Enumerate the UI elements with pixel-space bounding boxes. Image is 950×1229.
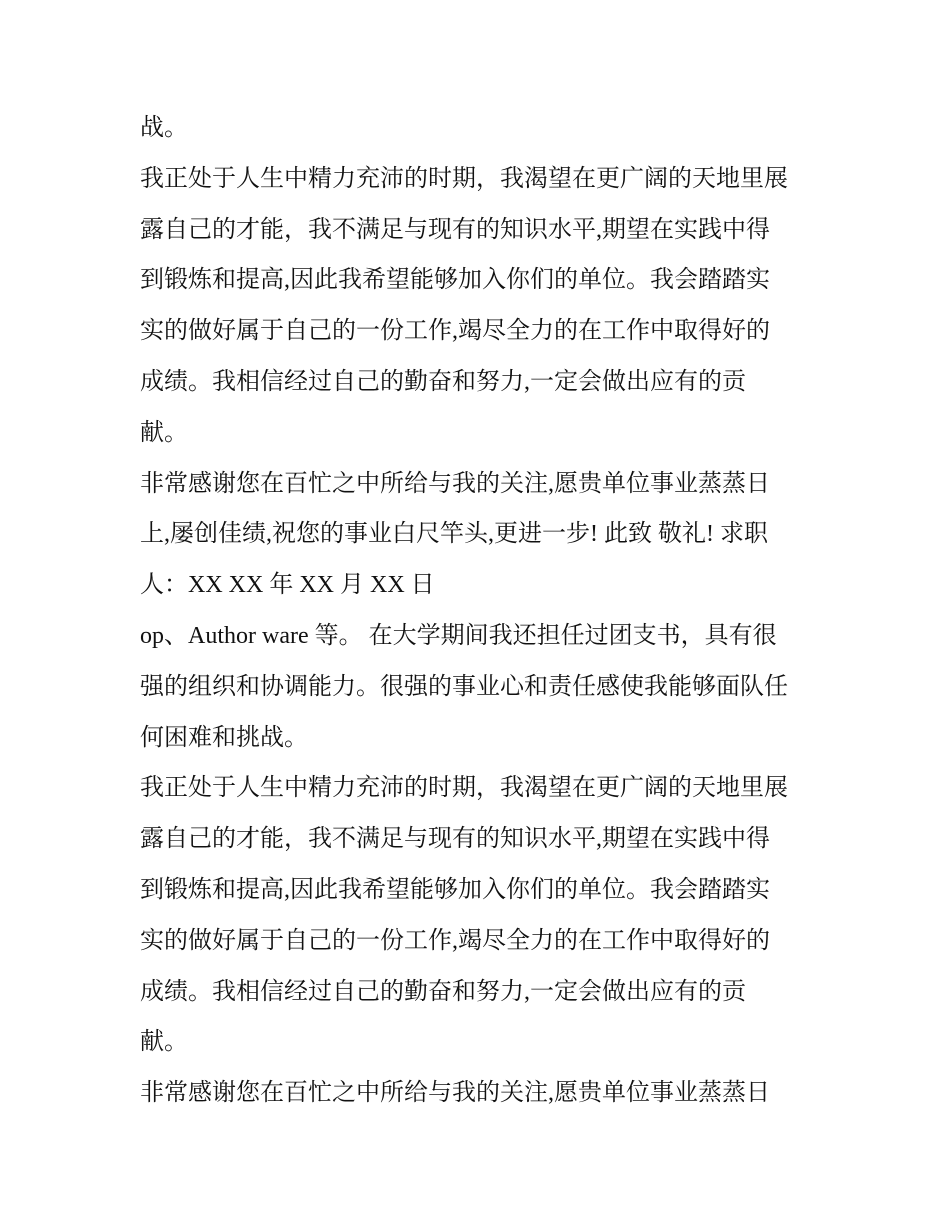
- text-line: 实的做好属于自己的一份工作,竭尽全力的在工作中取得好的: [140, 927, 770, 954]
- text-line: 露自己的才能，我不满足与现有的知识水平,期望在实践中得: [140, 216, 770, 243]
- text-line: 到锻炼和提高,因此我希望能够加入你们的单位。我会踏踏实: [140, 267, 770, 294]
- text-line: 到锻炼和提高,因此我希望能够加入你们的单位。我会踏踏实: [140, 876, 770, 903]
- text-line: 人：XX XX 年 XX 月 XX 日: [140, 572, 435, 599]
- text-line: 成绩。我相信经过自己的勤奋和努力,一定会做出应有的贡: [140, 978, 746, 1005]
- text-line: 露自己的才能，我不满足与现有的知识水平,期望在实践中得: [140, 826, 770, 853]
- text-line: 战。: [140, 115, 188, 141]
- text-line: 实的做好属于自己的一份工作,竭尽全力的在工作中取得好的: [140, 318, 770, 345]
- text-line: 非常感谢您在百忙之中所给与我的关注,愿贵单位事业蒸蒸日: [140, 470, 770, 497]
- text-line: 何困难和挑战。: [140, 724, 308, 751]
- document-page: [140, 103, 840, 1119]
- text-line: 强的组织和协调能力。很强的事业心和责任感使我能够面队任: [140, 673, 788, 700]
- text-line: 我正处于人生中精力充沛的时期，我渴望在更广阔的天地里展: [140, 165, 788, 192]
- text-line: op、Author ware 等。 在大学期间我还担任过团支书，具有很: [140, 622, 777, 649]
- text-line: 非常感谢您在百忙之中所给与我的关注,愿贵单位事业蒸蒸日: [140, 1080, 770, 1107]
- text-line: 献。: [140, 419, 188, 446]
- text-line: 献。: [140, 1029, 188, 1056]
- text-line: 我正处于人生中精力充沛的时期，我渴望在更广阔的天地里展: [140, 775, 788, 802]
- text-line: 上,屡创佳绩,祝您的事业白尺竿头,更进一步! 此致 敬礼! 求职: [140, 521, 768, 548]
- text-line: 成绩。我相信经过自己的勤奋和努力,一定会做出应有的贡: [140, 368, 746, 395]
